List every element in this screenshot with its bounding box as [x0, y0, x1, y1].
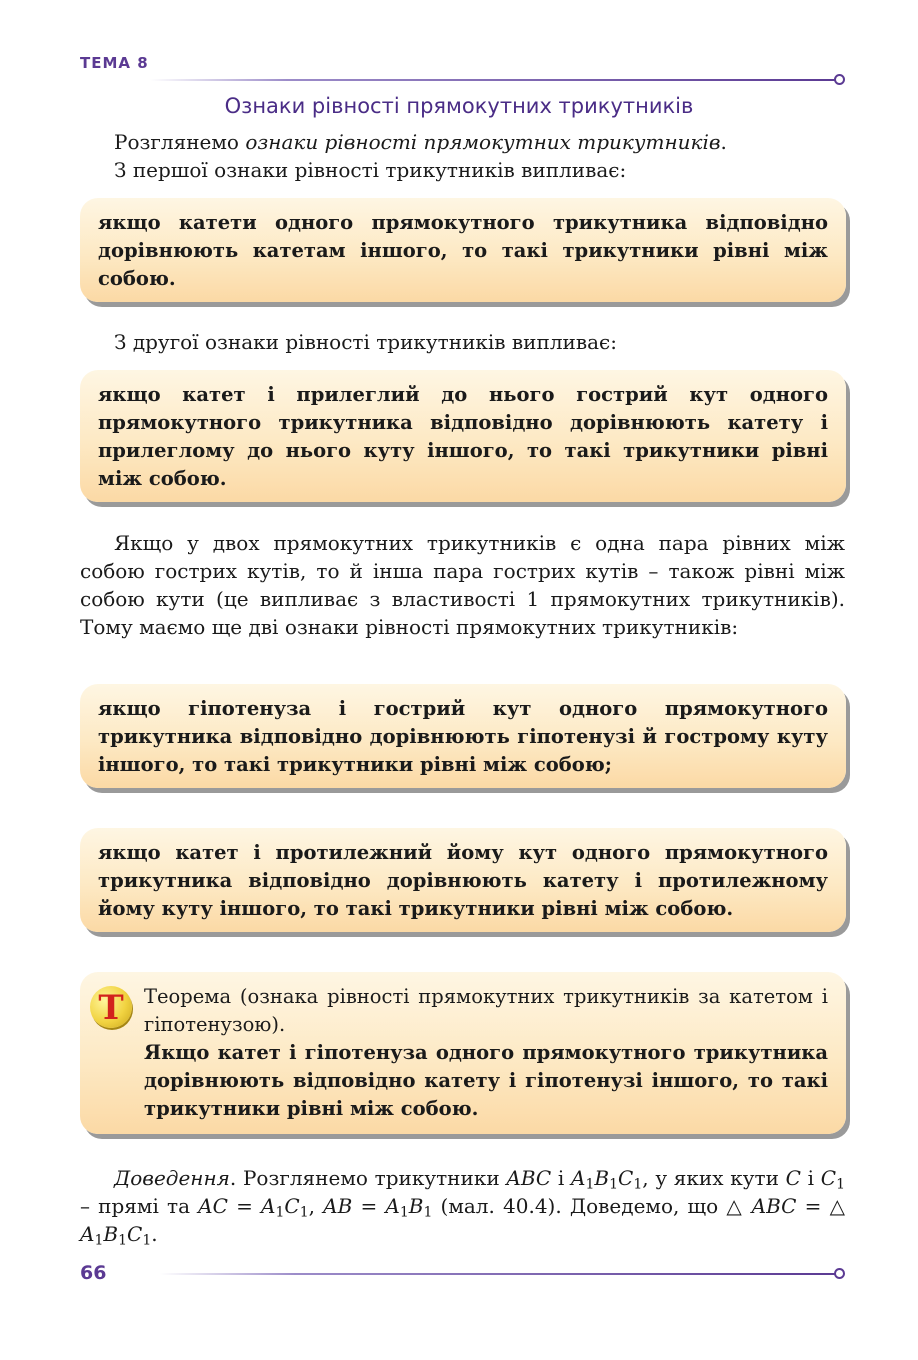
math-a: A [571, 1166, 586, 1190]
proof-text: і [800, 1166, 821, 1190]
criterion-box-leg-adjacent-angle [80, 370, 846, 502]
math-sub: 1 [836, 1176, 845, 1193]
math-eq: = [227, 1194, 261, 1218]
criterion-text: якщо катети одного прямокутного трикутника відповідно дорівнюють катетам іншого, то такі трикутники рівні між собою. [98, 211, 828, 290]
math-b: B [103, 1222, 119, 1246]
math-sub: 1 [299, 1204, 309, 1221]
intro-italic: ознаки рівності прямокутних трикутників [245, 130, 721, 154]
math-sub: 1 [585, 1176, 595, 1193]
intro-text-2: З першої ознаки рівності трикутників випливає: [114, 158, 627, 182]
paragraph-second-criterion [80, 328, 845, 356]
proof-text: . Розглянемо трикутники [229, 1166, 507, 1190]
intro-paragraph-2 [80, 156, 845, 184]
header-rule [150, 79, 836, 81]
math-b: B [408, 1194, 424, 1218]
theorem-statement: Якщо катет і гіпотенуза одного прямокутного трикутника дорівнюють відповідно катету і гіпотенузі іншого, то такі трикутники рівні між собою. [144, 1041, 828, 1120]
criterion-text: якщо катет і прилеглий до нього гострий кут одного прямокутного трикутника відповідно дорівнюють катету і прилеглому до нього куту іншого, то такі трикутники рівні між собою. [98, 383, 828, 490]
criterion-box-legs [80, 198, 846, 302]
math-sub: 1 [399, 1204, 409, 1221]
theorem-box [80, 972, 846, 1134]
math-c: C [785, 1166, 801, 1190]
proof-text: і [551, 1166, 572, 1190]
math-c: C [820, 1166, 837, 1190]
criterion-text: якщо гіпотенуза і гострий кут одного прямокутного трикутника відповідно дорівнюють гіпотенузі й гострому куту іншого, то такі трикутники рівні між собою; [98, 697, 828, 776]
proof-label: Доведення [114, 1166, 230, 1190]
topic-label: ТЕМА 8 [80, 54, 149, 72]
intro-end: . [720, 130, 727, 154]
paragraph-text: Якщо у двох прямокутних трикутників є одна пара рівних між собою гострих кутів, то й інша пара гострих кутів – також рівні між собою кути (це випливає з властивості 1 прямокутних трикутників). Тому маємо ще дві ознаки рівності прямокутних трикутників: [80, 531, 845, 639]
math-c: C [618, 1166, 634, 1190]
math-abc: ABC [506, 1166, 552, 1190]
math-abc: ABC [751, 1194, 797, 1218]
theorem-icon-letter: Т [98, 988, 124, 1028]
section-title: Ознаки рівності прямокутних трикутників [224, 94, 694, 118]
math-comma: , [308, 1194, 324, 1218]
proof-end: . [151, 1222, 158, 1246]
criterion-box-leg-opposite-angle [80, 828, 846, 932]
header-rule-end [834, 74, 845, 85]
proof-text: , у яких кути [642, 1166, 786, 1190]
math-b: B [594, 1166, 610, 1190]
math-c: C [284, 1194, 300, 1218]
theorem-icon [90, 986, 132, 1028]
math-c: C [127, 1222, 143, 1246]
math-a: A [261, 1194, 276, 1218]
math-a: A [385, 1194, 400, 1218]
proof-text: (мал. 40.4). Доведемо, що [432, 1194, 727, 1218]
math-sub: 1 [633, 1176, 643, 1193]
math-eq: = [796, 1194, 830, 1218]
paragraph-text: З другої ознаки рівності трикутників випливає: [114, 330, 617, 354]
paragraph-acute-angles [80, 529, 845, 641]
math-eq: = [352, 1194, 386, 1218]
triangle-symbol: △ [726, 1194, 752, 1218]
math-sub: 1 [142, 1232, 152, 1249]
intro-paragraph-1 [80, 128, 845, 156]
math-ac: AC [198, 1194, 228, 1218]
math-ab: AB [323, 1194, 353, 1218]
triangle-symbol: △ [829, 1194, 845, 1218]
math-sub: 1 [94, 1232, 104, 1249]
math-sub: 1 [275, 1204, 285, 1221]
criterion-box-hypotenuse-angle [80, 684, 846, 788]
footer-rule [160, 1273, 836, 1275]
proof-paragraph [80, 1164, 845, 1248]
footer-rule-end [834, 1268, 845, 1279]
math-sub: 1 [423, 1204, 433, 1221]
math-sub: 1 [118, 1232, 127, 1249]
intro-text: Розглянемо [114, 130, 246, 154]
math-sub: 1 [609, 1176, 619, 1193]
theorem-heading: Теорема (ознака рівності прямокутних трикутників за катетом і гіпотенузою). [144, 985, 828, 1036]
math-a: A [80, 1222, 95, 1246]
proof-text: – прямі та [80, 1194, 199, 1218]
criterion-text: якщо катет і протилежний йому кут одного прямокутного трикутника відповідно дорівнюють катету і протилежному йому куту іншого, то такі трикутники рівні між собою. [98, 841, 828, 920]
page-number: 66 [80, 1262, 107, 1284]
